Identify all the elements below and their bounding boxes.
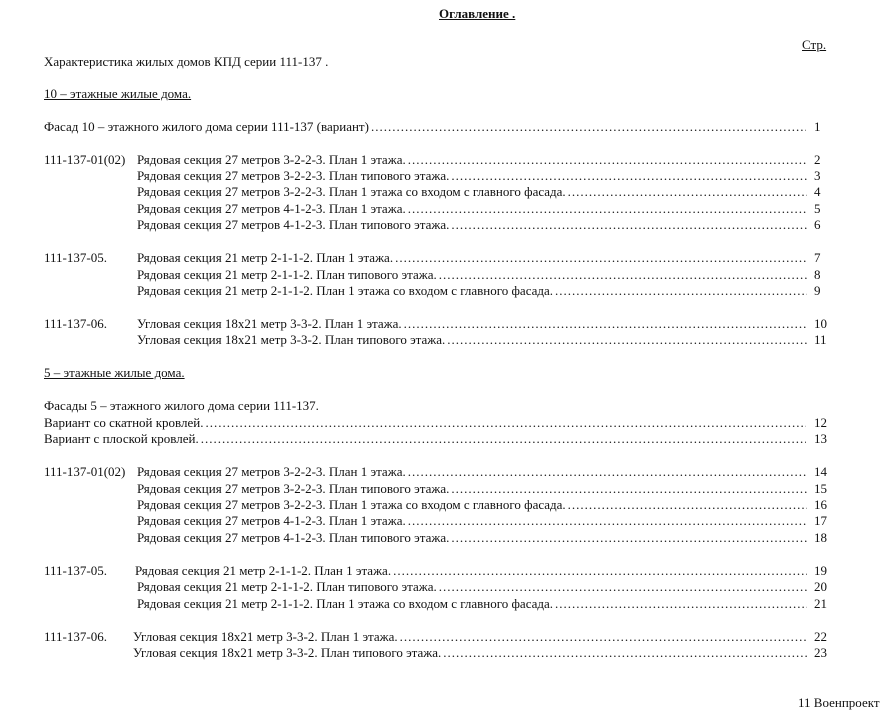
footer-text: 11 Военпроект — [798, 695, 880, 710]
toc-entry-text: Рядовая секция 21 метр 2-1-1-2. План 1 этажа. — [135, 563, 392, 578]
toc-line[interactable] — [137, 152, 807, 168]
toc-page-number: 6 — [814, 217, 821, 232]
toc-entry-text: Фасад 10 – этажного жилого дома серии 111-137 (вариант) — [44, 119, 369, 134]
toc-line[interactable] — [137, 332, 807, 348]
toc-entry-text: Рядовая секция 21 метр 2-1-1-2. План типового этажа. — [137, 579, 437, 594]
toc-page-number: 22 — [814, 629, 827, 644]
toc-line[interactable] — [137, 530, 807, 546]
toc-page-number: 14 — [814, 464, 827, 479]
toc-page-number: 2 — [814, 152, 821, 167]
toc-page-number: 20 — [814, 579, 827, 594]
section-heading-5: 5 – этажные жилые дома. — [44, 365, 185, 380]
toc-page-number: 15 — [814, 481, 827, 496]
leader-dots — [439, 579, 807, 595]
group-code: 111-137-06. — [44, 629, 107, 644]
toc-page-number: 21 — [814, 596, 827, 611]
leader-dots — [408, 201, 807, 217]
toc-line[interactable] — [133, 629, 807, 645]
leader-dots — [568, 497, 807, 513]
toc-entry-text: Рядовая секция 27 метров 3-2-2-3. План типового этажа. — [137, 168, 450, 183]
group-code: 111-137-05. — [44, 563, 107, 578]
group-code: 111-137-01(02) — [44, 152, 126, 167]
toc-line[interactable] — [137, 513, 807, 529]
toc-entry-text: Рядовая секция 27 метров 3-2-2-3. План 1 этажа. — [137, 152, 406, 167]
leader-dots — [451, 481, 807, 497]
group-code: 111-137-01(02) — [44, 464, 126, 479]
toc-line[interactable] — [137, 481, 807, 497]
leader-dots — [439, 267, 807, 283]
toc-page-number: 18 — [814, 530, 827, 545]
toc-entry-text: Рядовая секция 21 метр 2-1-1-2. План 1 этажа со входом с главного фасада. — [137, 283, 554, 298]
facades-title: Фасады 5 – этажного жилого дома серии 111-137. — [44, 398, 319, 413]
toc-page-number: 4 — [814, 184, 821, 199]
toc-line[interactable] — [44, 431, 806, 447]
toc-line[interactable] — [137, 267, 807, 283]
page-title: Оглавление . — [439, 6, 516, 21]
toc-entry-text: Рядовая секция 27 метров 4-1-2-3. План 1 этажа. — [137, 201, 406, 216]
toc-page-number: 13 — [814, 431, 827, 446]
toc-entry-text: Угловая секция 18х21 метр 3-3-2. План 1 этажа. — [137, 316, 402, 331]
toc-entry-text: Рядовая секция 21 метр 2-1-1-2. План типового этажа. — [137, 267, 437, 282]
toc-page-number: 17 — [814, 513, 827, 528]
toc-entry-text: Рядовая секция 27 метров 4-1-2-3. План типового этажа. — [137, 217, 450, 232]
toc-line[interactable] — [137, 464, 807, 480]
leader-dots — [393, 563, 807, 579]
leader-dots — [400, 629, 807, 645]
leader-dots — [568, 184, 807, 200]
toc-line[interactable] — [137, 201, 807, 217]
toc-line[interactable] — [137, 596, 807, 612]
leader-dots — [451, 530, 807, 546]
toc-line[interactable] — [44, 119, 806, 135]
toc-entry-text: Вариант со скатной кровлей. — [44, 415, 204, 430]
section-heading-10: 10 – этажные жилые дома. — [44, 86, 192, 101]
leader-dots — [404, 316, 807, 332]
toc-entry-text: Рядовая секция 27 метров 3-2-2-3. План 1 этажа. — [137, 464, 406, 479]
toc-entry-text: Рядовая секция 27 метров 3-2-2-3. План 1 этажа со входом с главного фасада. — [137, 497, 566, 512]
leader-dots — [395, 250, 807, 266]
leader-dots — [408, 464, 807, 480]
toc-line[interactable] — [137, 316, 807, 332]
leader-dots — [201, 431, 806, 447]
toc-entry-text: Рядовая секция 27 метров 4-1-2-3. План 1 этажа. — [137, 513, 406, 528]
leader-dots — [451, 217, 807, 233]
toc-page-number: 7 — [814, 250, 821, 265]
toc-page-number: 8 — [814, 267, 821, 282]
toc-page-number: 3 — [814, 168, 821, 183]
toc-entry-text: Рядовая секция 27 метров 3-2-2-3. План 1 этажа со входом с главного фасада. — [137, 184, 566, 199]
toc-entry-text: Вариант с плоской кровлей. — [44, 431, 199, 446]
toc-page-number: 19 — [814, 563, 827, 578]
toc-entry-text: Угловая секция 18х21 метр 3-3-2. План 1 этажа. — [133, 629, 398, 644]
toc-line[interactable] — [137, 579, 807, 595]
leader-dots — [555, 283, 807, 299]
toc-line[interactable] — [137, 184, 807, 200]
leader-dots — [371, 119, 806, 135]
toc-line[interactable] — [137, 497, 807, 513]
toc-page-number: 9 — [814, 283, 821, 298]
leader-dots — [447, 332, 807, 348]
toc-page-number: 16 — [814, 497, 827, 512]
toc-page-number: 5 — [814, 201, 821, 216]
leader-dots — [408, 513, 807, 529]
toc-entry-text: Рядовая секция 27 метров 3-2-2-3. План типового этажа. — [137, 481, 450, 496]
page-column-header: Стр. — [802, 37, 827, 52]
toc-page-number: 10 — [814, 316, 827, 331]
toc-line[interactable] — [44, 415, 806, 431]
toc-line[interactable] — [137, 168, 807, 184]
group-code: 111-137-06. — [44, 316, 107, 331]
toc-page-number: 12 — [814, 415, 827, 430]
leader-dots — [555, 596, 807, 612]
leader-dots — [206, 415, 807, 431]
toc-line[interactable] — [133, 645, 807, 661]
toc-line[interactable] — [135, 563, 807, 579]
leader-dots — [451, 168, 807, 184]
intro-line: Характеристика жилых домов КПД серии 111-137 . — [44, 54, 329, 69]
group-code: 111-137-05. — [44, 250, 107, 265]
toc-line[interactable] — [137, 283, 807, 299]
toc-page-number: 23 — [814, 645, 827, 660]
toc-entry-text: Рядовая секция 21 метр 2-1-1-2. План 1 этажа со входом с главного фасада. — [137, 596, 554, 611]
toc-entry-text: Угловая секция 18х21 метр 3-3-2. План типового этажа. — [137, 332, 446, 347]
toc-line[interactable] — [137, 250, 807, 266]
toc-entry-text: Рядовая секция 21 метр 2-1-1-2. План 1 этажа. — [137, 250, 394, 265]
toc-entry-text: Рядовая секция 27 метров 4-1-2-3. План типового этажа. — [137, 530, 450, 545]
leader-dots — [408, 152, 807, 168]
toc-page-number: 11 — [814, 332, 827, 347]
leader-dots — [443, 645, 807, 661]
toc-line[interactable] — [137, 217, 807, 233]
toc-page-number: 1 — [814, 119, 821, 134]
toc-entry-text: Угловая секция 18х21 метр 3-3-2. План типового этажа. — [133, 645, 442, 660]
